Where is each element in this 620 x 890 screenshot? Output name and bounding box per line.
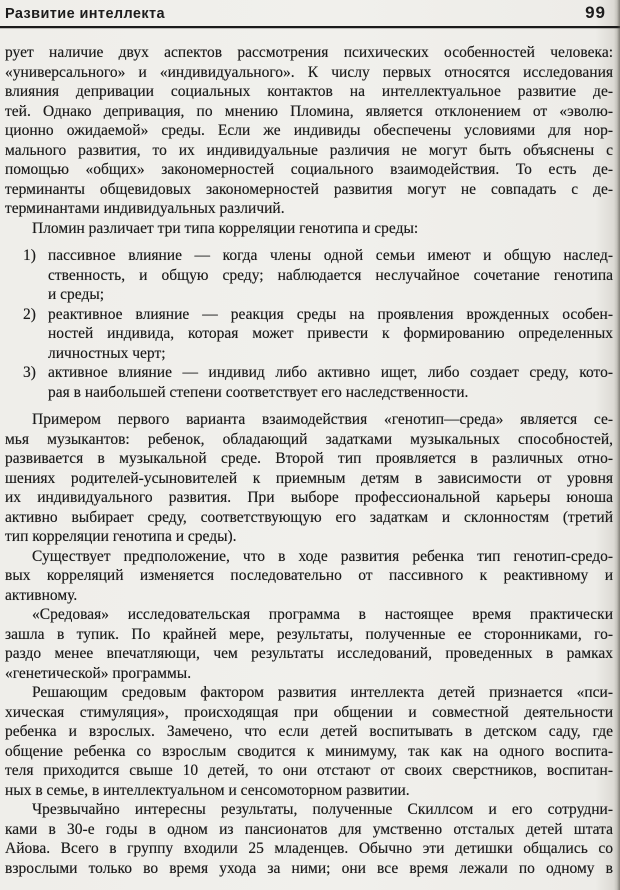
- text-line: активному.: [5, 586, 78, 604]
- text-line: ственность, и общую среду; наблюдается неслучайное сочетание генотипа: [48, 266, 613, 284]
- text-line: зашла в тупик. По крайней мере, результаты, полученные ее сторонниками, го-: [5, 625, 613, 643]
- paragraph: [5, 219, 613, 239]
- paragraph: [5, 800, 613, 878]
- text-line: мья музыкантов: ребенок, обладающий задатками музыкальных способностей,: [5, 430, 613, 448]
- text-line: ностей индивида, которая может привести к формированию определенных: [48, 325, 613, 342]
- text-line: хическая стимуляция», происходящая при общении и совместной деятельности: [5, 703, 613, 721]
- paragraph: [5, 605, 613, 683]
- text-line: тей. Однако депривация, по мнению Пломина, является отклонением от «эволю-: [5, 102, 613, 120]
- list-marker: 3): [23, 364, 36, 381]
- paragraph: [5, 683, 613, 800]
- text-line: и среды;: [48, 286, 105, 303]
- text-line: развивается в музыкальной среде. Второй тип проявляется в различных отно-: [5, 450, 613, 467]
- text-line: реактивное влияние — реакция среды на проявления врожденных особен-: [48, 305, 613, 323]
- paragraph: [5, 410, 613, 547]
- text-line: раздо менее впечатляющи, чем результаты исследований, проведенных в рамках: [5, 645, 613, 662]
- running-head-title: Развитие интеллекта: [5, 6, 166, 22]
- text-line: ребенка и взрослых. Замечено, что если детей воспитывать в детском саду, где: [5, 723, 613, 740]
- paragraph: [5, 547, 613, 606]
- text-line: «генетической» программы.: [5, 664, 192, 682]
- text-line: Чрезвычайно интересны результаты, полученные Скиллсом и его сотрудни-: [32, 801, 613, 818]
- text-line: помощью «общих» закономерностей социального взаимодействия. То есть де-: [5, 161, 613, 178]
- page-body: [0, 28, 620, 878]
- text-line: терминантами индивидуальных различий.: [5, 200, 285, 217]
- text-line: ционно ожидаемой» среды. Если же индивиды обеспечены условиями для нор-: [5, 122, 613, 139]
- text-line: мального развития, то их индивидуальные различия не могут быть объяснены с: [5, 141, 613, 159]
- text-line: Решающим средовым фактором развития интеллекта детей признается «пси-: [32, 684, 613, 701]
- text-line: влияния депривации социальных контактов на интеллектуальное развитие де-: [5, 83, 613, 100]
- list-item: [5, 363, 613, 402]
- text-line: вых корреляций изменяется последовательно от пассивного к реактивному и: [5, 567, 613, 584]
- text-line: «Средовая» исследовательская программа в настоящее время практически: [32, 606, 613, 623]
- text-line: теля приходится свыше 10 детей, то они отстают от своих сверстников, воспитан-: [5, 762, 613, 779]
- text-line: общение ребенка со взрослым сводится к минимуму, так как на одного воспита-: [5, 742, 613, 760]
- text-line: взрослыми только во время ухода за ними; они все время лежали по одному в: [5, 859, 613, 877]
- page-number: 99: [585, 3, 606, 22]
- text-line: ками в 30-е годы в одном из пансионатов для умственно отсталых детей штата: [5, 820, 613, 838]
- text-line: рая в наибольшей степени соответствует его наследственности.: [48, 383, 469, 401]
- text-line: тип корреляции генотипа и среды).: [5, 528, 237, 545]
- text-line: пассивное влияние — когда члены одной семьи имеют и общую наслед-: [48, 247, 613, 264]
- text-line: личностных черт;: [48, 344, 166, 362]
- list-marker: 1): [23, 247, 36, 264]
- text-line: шениях родителей-усыновителей к приемным детям в зависимости от уровня: [5, 469, 613, 487]
- text-line: Существует предположение, что в ходе развития ребенка тип генотип-средо-: [32, 547, 613, 565]
- text-line: «универсального» и «индивидуального». К числу первых относятся исследования: [5, 63, 613, 81]
- list-item: [5, 305, 613, 364]
- list-item: [5, 246, 613, 305]
- text-line: ных в семье, в интеллектуальном и сенсомоторном развитии.: [5, 781, 410, 799]
- text-line: рует наличие двух аспектов рассмотрения психических особенностей человека:: [5, 44, 613, 61]
- paragraph: [5, 43, 613, 219]
- text-line: Пломин различает три типа корреляции генотипа и среды:: [32, 219, 419, 237]
- text-line: активно выбирает среду, соответствующую его задаткам и склонностям (третий: [5, 508, 613, 526]
- list-marker: 2): [23, 305, 36, 323]
- text-line: Примером первого варианта взаимодействия «генотип—среда» является се-: [32, 411, 613, 428]
- text-line: активное влияние — индивид либо активно ищет, либо создает среду, кото-: [48, 364, 613, 381]
- text-line: Айова. Всего в группу входили 25 младенцев. Обычно эти детишки общались со: [5, 840, 613, 857]
- text-line: их индивидуального развития. При выборе профессиональной карьеры юноша: [5, 489, 613, 506]
- text-line: терминанты общевидовых закономерностей развития могут не совпадать с де-: [5, 180, 613, 198]
- page-header: [0, 0, 620, 23]
